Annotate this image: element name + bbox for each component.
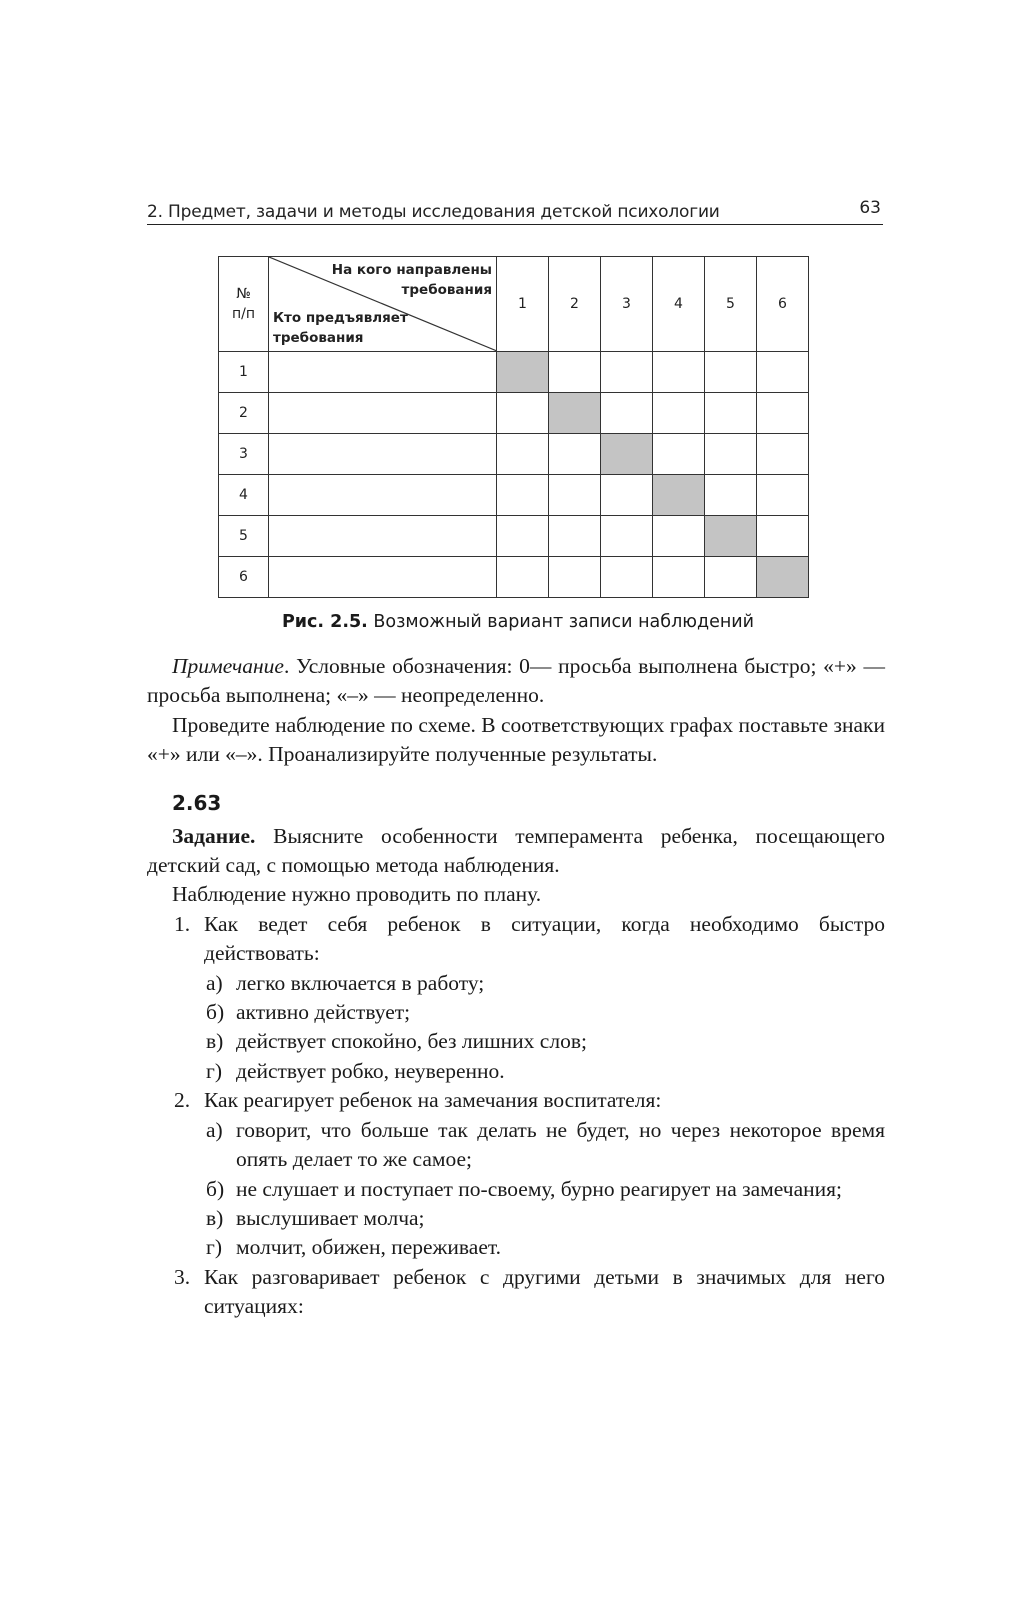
sub-letter: б): [206, 1176, 225, 1201]
row-number-header-symbol: №: [236, 286, 251, 302]
name-cell: [269, 434, 497, 475]
table-row: [219, 475, 809, 516]
shaded-cell: [757, 557, 809, 598]
sub-letter: а): [206, 970, 223, 995]
sub-text: молчит, обижен, переживает.: [236, 1235, 502, 1260]
sub-item: [147, 969, 885, 998]
name-cell: [269, 516, 497, 557]
item-text: Как ведет себя ребенок в ситуации, когда необходимо быстро действовать:: [204, 911, 885, 966]
table-cell: [497, 516, 549, 557]
instruction-paragraph: Проведите наблюдение по схеме. В соответствующих графах поставьте знаки «+» или «–». Проанализируйте полученные результаты.: [147, 712, 885, 767]
chapter-title: 2. Предмет, задачи и методы исследования детской психологии: [147, 202, 720, 222]
sub-text: не слушает и поступает по-своему, бурно реагирует на замечания;: [236, 1176, 842, 1201]
table-cell: [653, 516, 705, 557]
table-cell: [705, 557, 757, 598]
figure-label: Рис. 2.5.: [281, 612, 368, 632]
table-row: [219, 434, 809, 475]
table-cell: [497, 393, 549, 434]
table-cell: [601, 393, 653, 434]
table-cell: [653, 557, 705, 598]
table-cell: [497, 434, 549, 475]
figure-caption-text: Возможный вариант записи наблюдений: [367, 612, 755, 632]
column-header: 3: [601, 257, 653, 352]
sub-item: [147, 998, 885, 1027]
target-header-line-2: требования: [401, 282, 492, 298]
task-label: Задание.: [172, 823, 256, 848]
sub-item: [147, 1175, 885, 1204]
row-number-header: [219, 257, 269, 352]
table-header-row: [219, 257, 809, 352]
sub-item: [147, 1116, 885, 1175]
column-header: 1: [497, 257, 549, 352]
source-header: [273, 308, 408, 348]
note-label: Примечание: [172, 654, 284, 678]
name-cell: [269, 352, 497, 393]
table-cell: [601, 475, 653, 516]
table-cell: [549, 557, 601, 598]
table-cell: [757, 475, 809, 516]
table-cell: [653, 434, 705, 475]
table-cell: [757, 393, 809, 434]
table-cell: [497, 557, 549, 598]
row-number-header-abbr: п/п: [231, 306, 256, 322]
table-cell: [601, 352, 653, 393]
item-number: 2.: [174, 1088, 191, 1113]
diagonal-header-cell: [269, 257, 497, 352]
sub-item: [147, 1057, 885, 1086]
list-item: [147, 1086, 885, 1115]
table-row: [219, 557, 809, 598]
name-cell: [269, 475, 497, 516]
sub-text: действует спокойно, без лишних слов;: [236, 1029, 587, 1054]
table-cell: [601, 557, 653, 598]
row-number: 2: [219, 393, 269, 434]
item-number: 3.: [174, 1264, 191, 1289]
target-header: [332, 260, 492, 300]
source-header-line-1: Кто предъявляет: [273, 310, 408, 326]
table-cell: [601, 516, 653, 557]
shaded-cell: [497, 352, 549, 393]
sub-text: активно действует;: [236, 1000, 411, 1025]
sub-text: действует робко, неуверенно.: [236, 1058, 505, 1083]
row-number: 4: [219, 475, 269, 516]
table-cell: [497, 475, 549, 516]
table-cell: [549, 434, 601, 475]
shaded-cell: [653, 475, 705, 516]
column-header: 6: [757, 257, 809, 352]
sub-letter: б): [206, 1000, 225, 1025]
list-item: [147, 910, 885, 969]
table-row: [219, 352, 809, 393]
page-body: [147, 652, 885, 1322]
row-number: 3: [219, 434, 269, 475]
row-number: 5: [219, 516, 269, 557]
shaded-cell: [549, 393, 601, 434]
table-cell: [705, 393, 757, 434]
sub-item: [147, 1233, 885, 1262]
name-cell: [269, 557, 497, 598]
column-header: 5: [705, 257, 757, 352]
table-cell: [705, 475, 757, 516]
sub-text: выслушивает молча;: [236, 1205, 425, 1230]
section-number: 2.63: [172, 790, 222, 815]
table-row: [219, 516, 809, 557]
plan-list: [147, 910, 885, 1322]
table-cell: [549, 352, 601, 393]
table-cell: [757, 434, 809, 475]
table-cell: [705, 434, 757, 475]
target-header-line-1: На кого направлены: [331, 262, 492, 278]
sub-text: говорит, что больше так делать не будет, но через некоторое время опять делает то же самое;: [236, 1117, 885, 1172]
shaded-cell: [601, 434, 653, 475]
table-cell: [653, 393, 705, 434]
sub-item: [147, 1204, 885, 1233]
sub-letter: г): [206, 1235, 222, 1260]
table-cell: [757, 516, 809, 557]
table-cell: [549, 475, 601, 516]
sub-item: [147, 1027, 885, 1056]
source-header-line-2: требования: [273, 330, 364, 346]
sub-letter: в): [206, 1029, 224, 1054]
task-text: Выясните особенности темперамента ребенка, посещающего детский сад, с помощью метода наблюдения.: [147, 823, 885, 878]
list-item: [147, 1263, 885, 1322]
table-row: [219, 393, 809, 434]
table-cell: [549, 516, 601, 557]
running-header: [147, 194, 883, 225]
table-cell: [653, 352, 705, 393]
sub-letter: а): [206, 1117, 223, 1142]
note-text: . Условные обозначения: 0— просьба выполнена быстро; «+» — просьба выполнена; «–» — неопределенно.: [147, 654, 885, 708]
sub-letter: в): [206, 1205, 224, 1230]
row-number: 6: [219, 557, 269, 598]
column-header: 2: [549, 257, 601, 352]
item-text: Как реагирует ребенок на замечания воспитателя:: [204, 1088, 662, 1113]
item-number: 1.: [174, 911, 191, 936]
observation-table: [218, 256, 809, 598]
figure-caption: [0, 612, 1036, 632]
table-cell: [757, 352, 809, 393]
note-paragraph: [147, 652, 885, 711]
page-number: 63: [859, 198, 881, 218]
table-cell: [705, 352, 757, 393]
row-number: 1: [219, 352, 269, 393]
sub-text: легко включается в работу;: [236, 970, 485, 995]
sub-letter: г): [206, 1058, 222, 1083]
shaded-cell: [705, 516, 757, 557]
name-cell: [269, 393, 497, 434]
task-paragraph: [147, 822, 885, 881]
column-header: 4: [653, 257, 705, 352]
plan-intro: Наблюдение нужно проводить по плану.: [172, 882, 542, 907]
item-text: Как разговаривает ребенок с другими детьми в значимых для него ситуациях:: [204, 1264, 885, 1319]
